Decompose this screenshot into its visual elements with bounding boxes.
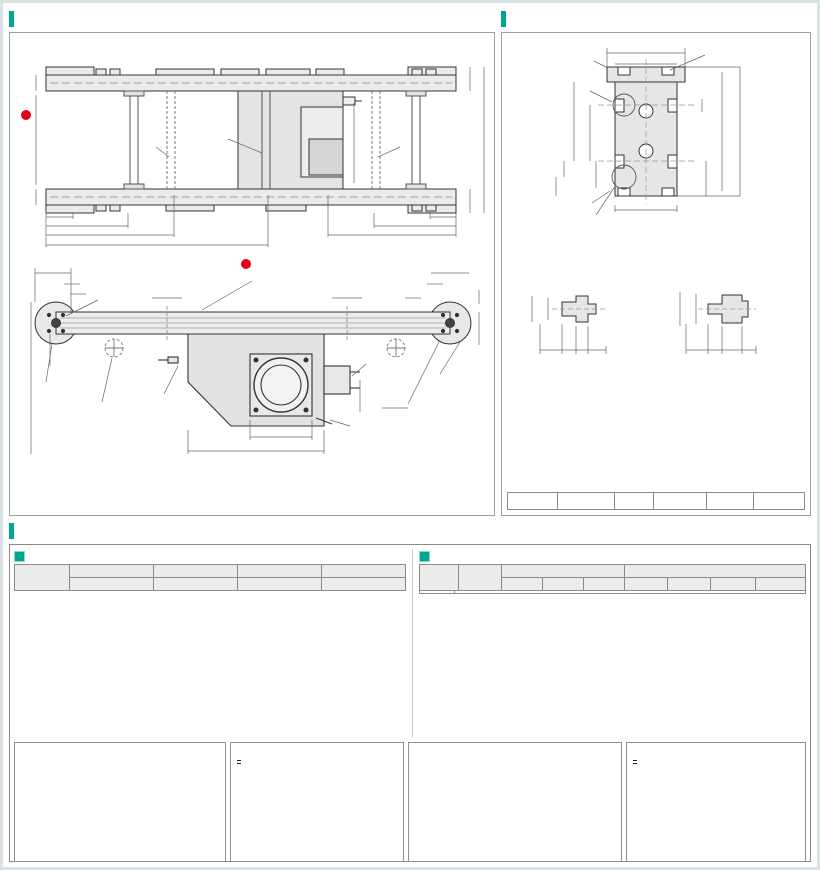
formula-equation — [630, 760, 802, 761]
table-header-cell — [508, 493, 558, 510]
table-header-cell — [70, 578, 154, 591]
table-row — [15, 578, 406, 591]
x-detail-drawing — [506, 258, 656, 376]
note-line — [16, 491, 490, 504]
table-header-cell — [154, 578, 238, 591]
table-header-cell — [614, 493, 653, 510]
top-view-drawing — [16, 55, 490, 249]
nut-table-title — [507, 479, 805, 490]
circled-number-icon — [21, 110, 31, 120]
top-section — [9, 7, 811, 516]
usage-label — [420, 591, 455, 593]
table-header-cell — [420, 565, 459, 591]
note-line — [16, 478, 490, 491]
table-header-cell — [70, 565, 154, 578]
section-bar — [501, 11, 506, 27]
formula-equation — [234, 763, 400, 764]
note-line — [16, 504, 490, 517]
gear-ratio-table — [14, 564, 406, 591]
table-header-cell — [459, 565, 502, 591]
table1-title — [14, 549, 406, 564]
table-header-cell — [706, 493, 754, 510]
table-header-cell — [322, 565, 406, 578]
table-row — [15, 565, 406, 578]
profile-section-panel — [501, 32, 811, 516]
table-header-cell — [625, 578, 668, 591]
table1-block — [14, 549, 406, 737]
table-header-cell — [754, 493, 805, 510]
table-row — [508, 493, 805, 510]
nut-table-block — [507, 479, 805, 510]
cross-section-drawing — [506, 39, 806, 254]
usage-item — [458, 592, 642, 593]
table-row — [420, 565, 806, 578]
table-header-cell — [502, 565, 625, 578]
table-title-icon — [14, 551, 25, 562]
section-header-profile — [501, 9, 811, 29]
overall-dimension-panel — [9, 32, 495, 516]
table-header-cell — [238, 578, 322, 591]
motor-spec-row — [16, 37, 490, 55]
table-header-cell — [756, 578, 806, 591]
chart1-title — [18, 745, 222, 758]
y-detail-drawing — [656, 258, 806, 376]
formula1-title — [234, 745, 400, 758]
circled-number-icon — [241, 259, 251, 269]
table-header-cell — [653, 493, 706, 510]
chart2-title — [412, 745, 618, 758]
formula1-box — [230, 742, 404, 862]
table-header-cell — [322, 578, 406, 591]
table-header-cell — [668, 578, 711, 591]
nut-table — [507, 492, 805, 510]
section-header-overall — [9, 9, 495, 29]
section-header-speed — [9, 521, 811, 541]
formula-equation — [630, 763, 802, 764]
notes-block — [16, 465, 490, 517]
table-header-cell — [238, 565, 322, 578]
side-view-drawing — [16, 254, 490, 458]
slot-details — [506, 258, 806, 376]
table-header-cell — [558, 493, 614, 510]
table-header-cell — [584, 578, 625, 591]
load-speed-chart-25w — [18, 758, 224, 862]
table-header-cell — [502, 578, 543, 591]
chart1-box — [14, 742, 226, 862]
table-header-cell — [15, 565, 70, 591]
table-header-cell — [543, 578, 584, 591]
section-bar — [9, 11, 14, 27]
chart2-box — [408, 742, 622, 862]
note-line — [16, 465, 490, 478]
table2-block — [412, 549, 806, 737]
table-header-cell — [711, 578, 756, 591]
table-title-icon — [419, 551, 430, 562]
table-header-cell — [625, 565, 806, 578]
table2-title — [419, 549, 806, 564]
formula-equation — [234, 760, 400, 761]
pulse-table — [419, 564, 806, 591]
speed-load-section — [9, 544, 811, 862]
usage-notes — [419, 591, 806, 594]
usage-item — [642, 592, 802, 593]
table-header-cell — [154, 565, 238, 578]
load-speed-chart-stepper — [412, 758, 618, 862]
formula2-title — [630, 745, 802, 758]
section-bar — [9, 523, 14, 539]
formula2-box — [626, 742, 806, 862]
